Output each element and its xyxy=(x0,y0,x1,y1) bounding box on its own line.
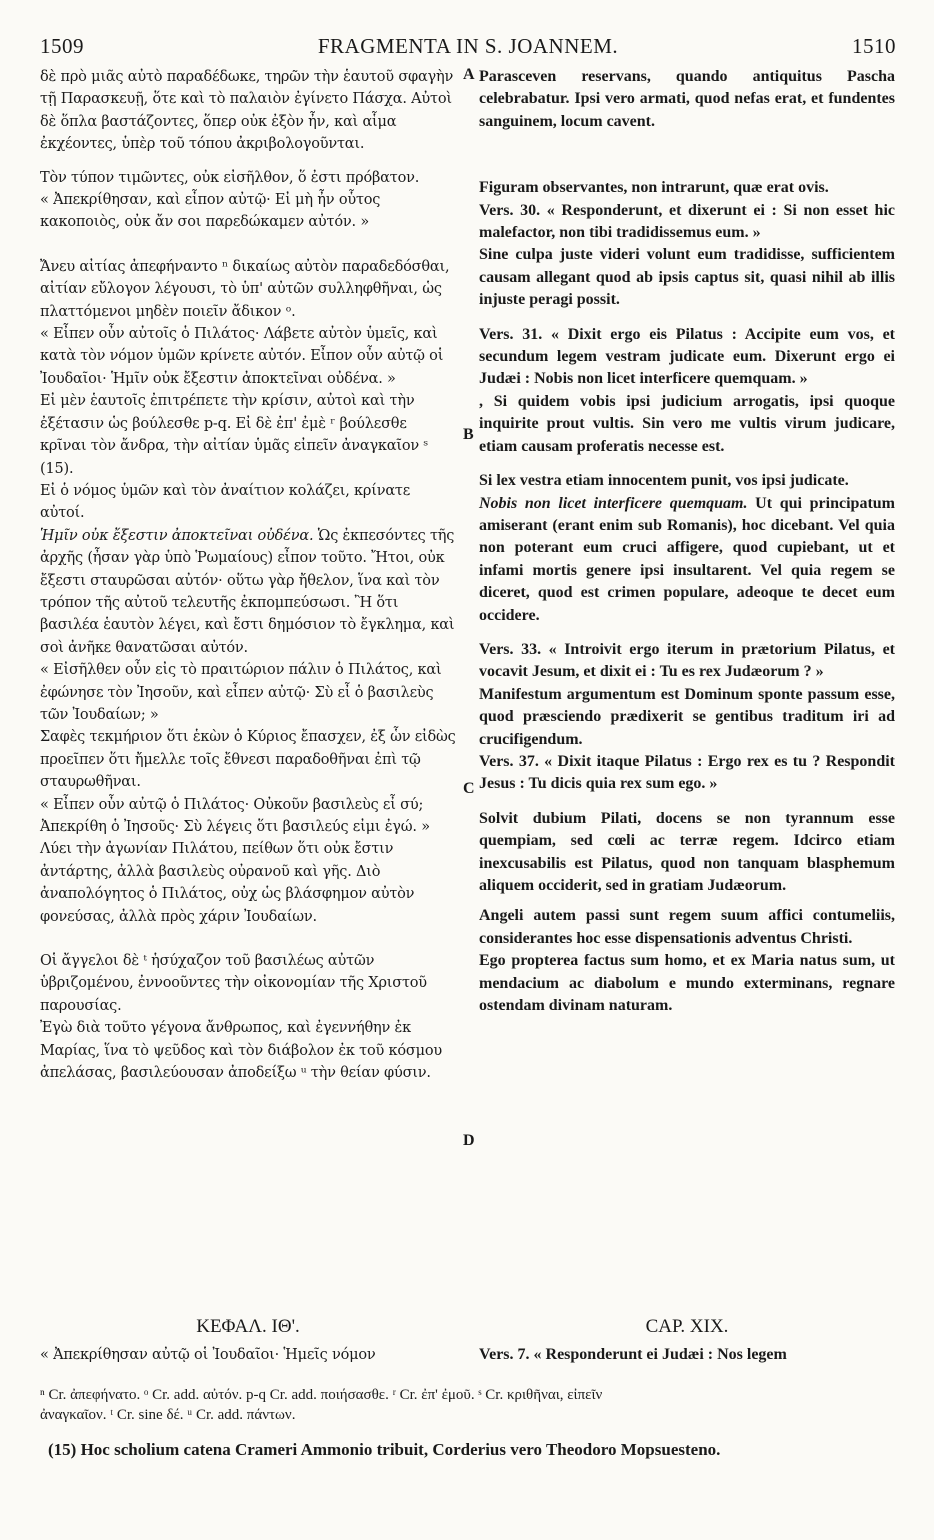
footnote-line: ⁿ Cr. ἀπεφήνατο. ᵒ Cr. add. αὐτόν. p-q Cr. add. ποιήσασθε. ʳ Cr. ἐπ' ἐμοῦ. ˢ Cr. κριθῆναι, εἰπεῖν xyxy=(40,1387,603,1403)
greek-verse: « Ἀπεκρίθησαν αὐτῷ οἱ Ἰουδαῖοι· Ἡμεῖς νόμον xyxy=(40,1347,376,1363)
greek-paragraph xyxy=(40,525,456,659)
latin-verse: Vers. 37. « Dixit itaque Pilatus : Ergo rex es tu ? Respondit Jesus : Tu dicis quia rex sum ego. » xyxy=(479,752,895,793)
running-title: FRAGMENTA IN S. JOANNEM. xyxy=(317,34,619,58)
greek-verse: « Εἶπεν οὖν αὐτοῖς ὁ Πιλάτος· Λάβετε αὐτὸν ὑμεῖς, καὶ κατὰ τὸν νόμον ὑμῶν κρίνετε αὐτόν. Εἶπον οὖν αὐτῷ οἱ Ἰουδαῖοι· Ἡμῖν οὐκ ἔξεστιν ἀποκτεῖναι οὐδένα. » xyxy=(40,326,444,387)
latin-paragraph: Angeli autem passi sunt regem suum affici contumeliis, considerantes hoc esse dispensationis adventus Christi. xyxy=(479,907,895,947)
scholium-note: (15) Hoc scholium catena Crameri Ammonio tribuit, Corderius vero Theodoro Mopsuesteno. xyxy=(48,1440,721,1459)
latin-paragraph: Si lex vestra etiam innocentem punit, vos ipsi judicate. xyxy=(479,472,849,490)
greek-italic-lemma: Ἡμῖν οὐκ ἔξεστιν ἀποκτεῖναι οὐδένα. xyxy=(40,527,314,544)
latin-verse: Vers. 7. « Responderunt ei Judæi : Nos legem xyxy=(479,1346,787,1363)
greek-verse: « Εἰσῆλθεν οὖν εἰς τὸ πραιτώριον πάλιν ὁ Πιλάτος, καὶ ἐφώνησε τὸν Ἰησοῦν, καὶ εἶπεν αὐτῷ· Σὺ εἶ ὁ βασιλεὺς τῶν Ἰουδαίων; » xyxy=(40,662,442,723)
footnotes xyxy=(40,1385,900,1425)
page-header xyxy=(40,34,896,62)
latin-chapter-heading: CAP. XIX. xyxy=(645,1316,729,1337)
greek-commentary: Ὡς ἐκπεσόντες τῆς ἀρχῆς (ἦσαν γὰρ ὑπὸ Ῥωμαίους) εἶπον τοῦτο. Ἤτοι, οὐκ ἔξεστι σταυρῶσαι αὐτόν· οὕτω γὰρ ἤθελον, ἵνα καὶ τὸν τρόπον τῆς αὐτοῦ τελευτῆς ἐκπομπεύσωσι. Ἢ ὅτι βασιλέα ἑαυτὸν λέγει, καὶ ἔστι δημόσιον τὸ ἔγκλημα, καὶ σοὶ ἀνῆκε θανατῶσαι αὐτόν. xyxy=(40,527,455,656)
latin-paragraph: Ego propterea factus sum homo, et ex Maria natus sum, ut mendacium ac diabolum e mundo exterminans, regnare ostendam divinam naturam. xyxy=(479,952,895,1015)
latin-paragraph xyxy=(479,493,895,627)
section-marker-a: A xyxy=(463,66,475,83)
footnote-line: ἀναγκαῖον. ᵗ Cr. sine δέ. ᵘ Cr. add. πάντων. xyxy=(40,1407,296,1423)
greek-column xyxy=(40,66,456,1084)
greek-paragraph: Εἰ ὁ νόμος ὑμῶν καὶ τὸν ἀναίτιον κολάζει, κρίνατε αὐτοί. xyxy=(40,482,411,522)
greek-paragraph: Εἰ μὲν ἑαυτοῖς ἐπιτρέπετε τὴν κρίσιν, αὐτοὶ καὶ τὴν ἐξέτασιν ὡς βούλεσθε p-q. Εἰ δὲ ἐπ' ἐμὲ ʳ βούλεσθε κρῖναι τὸν ἄνδρα, τὴν αἰτίαν ὑμᾶς εἰπεῖν ἀναγκαῖον ˢ (15). xyxy=(40,393,429,477)
latin-paragraph: Figuram observantes, non intrarunt, quæ erat ovis. xyxy=(479,179,829,197)
page-number-left: 1509 xyxy=(40,34,84,58)
greek-paragraph: Ἄνευ αἰτίας ἀπεφήναντο ⁿ δικαίως αὐτὸν παραδεδόσθαι, αἰτίαν εὔλογον λέγουσι, τὸ ὑπ' αὐτῶν συλληφθῆναι, ὡς πλαττόμενοι μηδὲν ποιεῖν ἄδικον ᵒ. xyxy=(40,258,450,320)
latin-final-verse xyxy=(479,1344,895,1366)
greek-paragraph: Λύει τὴν ἀγωνίαν Πιλάτου, πείθων ὅτι οὐκ ἔστιν ἀντάρτης, ἀλλὰ βασιλεὺς οὐρανοῦ καὶ γῆς. Διὸ ἀναπολόγητος ὁ Πιλάτος, οὐχ ὡς βλάσφημον αὐτὸν φονεύσας, ἀλλὰ πρὸς χάριν Ἰουδαίων. xyxy=(40,841,415,925)
greek-paragraph: Ἐγὼ διὰ τοῦτο γέγονα ἄνθρωπος, καὶ ἐγεννήθην ἐκ Μαρίας, ἵνα τὸ ψεῦδος καὶ τὸν διάβολον ἐκ τοῦ κόσμου ἀπελάσας, βασιλεύουσαν ἀποδείξω ᵘ τὴν θείαν φύσιν. xyxy=(40,1020,443,1082)
section-marker-b: B xyxy=(463,426,474,443)
page-number-right: 1510 xyxy=(852,34,896,58)
greek-paragraph: Οἱ ἄγγελοι δὲ ᵗ ἡσύχαζον τοῦ βασιλέως αὐτῶν ὑβριζομένου, ἐννοοῦντες τὴν οἰκονομίαν τῆς Χριστοῦ παρουσίας. xyxy=(40,953,427,1014)
latin-verse: Vers. 31. « Dixit ergo eis Pilatus : Accipite eum vos, et secundum legem vestram judicate eum. Dixerunt ergo ei Judæi : Nobis non licet interficere quemquam. » xyxy=(479,325,895,388)
section-marker-d: D xyxy=(463,1132,475,1149)
latin-commentary: Ut qui principatum amiserant (erant enim sub Romanis), hoc dicebant. Vel quia non poterant eum cruci affigere, quod cupiebant, ut et infami mortis genere ipsi insultarent. Vel quia regem se diceret, quod est crimen populare, adeoque te decet eum occidere. xyxy=(479,494,896,624)
latin-paragraph: Parasceven reservans, quando antiquitus Pascha celebrabatur. Ipsi vero armati, quod nefas erat, et fundentes sanguinem, locum cavent. xyxy=(479,68,895,130)
greek-paragraph: δὲ πρὸ μιᾶς αὐτὸ παραδέδωκε, τηρῶν τὴν ἑαυτοῦ σφαγὴν τῇ Παρασκευῇ, ὅτε καὶ τὸ παλαιὸν ἐγίνετο Πάσχα. Αὐτοὶ δὲ ὅπλα βαστάζοντες, ὅπερ οὐκ ἐξὸν ἦν, καὶ αἷμα ἐκχέοντες, ὑπὲρ τοῦ τόπου ἀκριβολογοῦνται. xyxy=(40,69,454,153)
greek-final-verse xyxy=(40,1344,456,1366)
latin-verse: Vers. 33. « Introivit ergo iterum in prætorium Pilatus, et vocavit Jesum, et dixit ei : Tu es rex Judæorum ? » xyxy=(479,640,895,681)
latin-paragraph: Sine culpa juste videri volunt eum tradidisse, sufficientem causam allegant quod ab ipsis captus sit, quasi nihil ab illis injuste peragi possit. xyxy=(479,246,895,309)
latin-italic-lemma: Nobis non licet interficere quemquam. xyxy=(479,494,748,512)
greek-paragraph: Τὸν τύπον τιμῶντες, οὐκ εἰσῆλθον, ὅ ἐστι πρόβατον. xyxy=(40,169,420,186)
greek-paragraph: Σαφὲς τεκμήριον ὅτι ἑκὼν ὁ Κύριος ἔπασχεν, ἐξ ὧν εἰδὼς προεῖπεν ὅτι ἤμελλε τοῖς ἔθνεσι παραδοθῆναι ἐπὶ τῷ σταυρωθῆναι. xyxy=(40,729,456,791)
latin-column xyxy=(479,66,895,1017)
latin-verse: Vers. 30. « Responderunt, et dixerunt ei : Si non esset hic malefactor, non tibi tradidissemus eum. » xyxy=(479,201,895,242)
greek-verse: « Εἶπεν οὖν αὐτῷ ὁ Πιλάτος· Οὐκοῦν βασιλεὺς εἶ σύ; Ἀπεκρίθη ὁ Ἰησοῦς· Σὺ λέγεις ὅτι βασιλεύς εἰμι ἐγώ. » xyxy=(40,796,430,835)
greek-verse: « Ἀπεκρίθησαν, καὶ εἶπον αὐτῷ· Εἰ μὴ ἦν οὗτος κακοποιὸς, οὐκ ἄν σοι παρεδώκαμεν αὐτόν. » xyxy=(40,192,381,231)
greek-chapter-heading: ΚΕΦΑΛ. ΙΘ'. xyxy=(196,1316,300,1337)
latin-paragraph: Manifestum argumentum est Dominum sponte passum esse, quod præsciendo prædixerit se gentibus traditum iri ad crucifigendum. xyxy=(479,685,895,748)
section-marker-c: C xyxy=(463,780,475,797)
latin-paragraph: Solvit dubium Pilati, docens se non tyrannum esse quempiam, sed cœli ac terræ regem. Idcirco etiam inexcusabilis est Pilatus, quod non tanquam blasphemum aliquem occiderit, sed in gratiam Judæorum. xyxy=(479,809,895,894)
latin-paragraph: , Si quidem vobis ipsi judicium arrogatis, ipsi quoque inquirite prout vultis. Sin vero me vultis virum judicare, etiam causam proferatis necesse est. xyxy=(479,392,895,455)
